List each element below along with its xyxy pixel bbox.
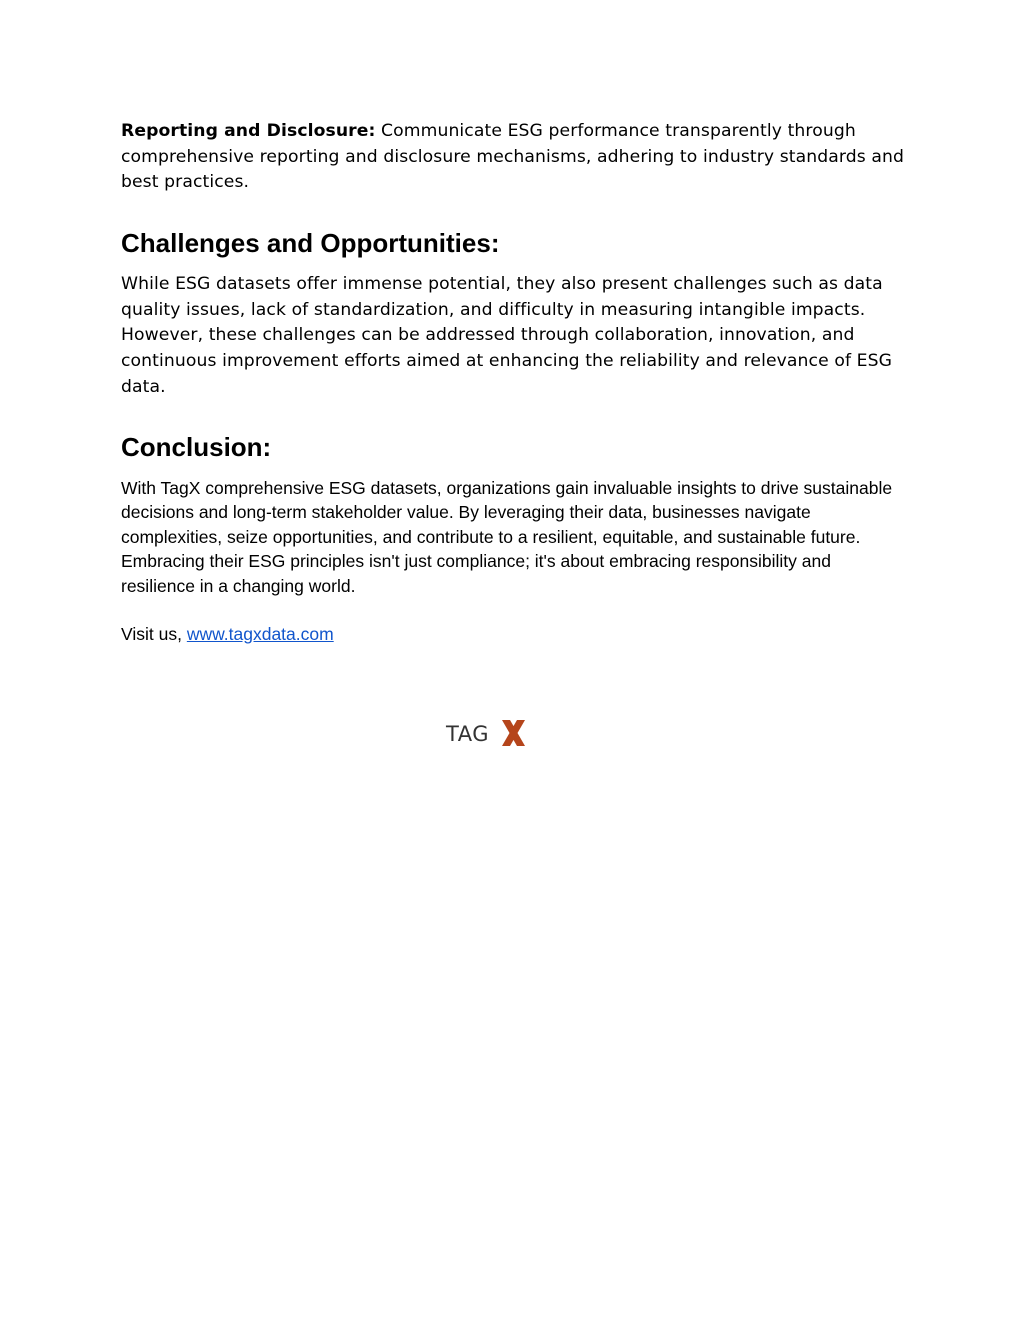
tagx-logo [345, 616, 527, 748]
logo-mark-text: X [345, 616, 346, 617]
reporting-paragraph [121, 119, 911, 196]
challenges-heading: Challenges and Opportunities: [121, 228, 500, 258]
visit-line [121, 622, 901, 646]
conclusion-heading: Conclusion: [121, 432, 272, 462]
challenges-paragraph: While ESG datasets offer immense potential, they also present challenges such as data quality issues, lack of standardization, and difficulty in measuring intangible impacts. However, these challenges can be addressed through collaboration, innovation, and continuous improvement efforts aimed at enhancing the reliability and relevance of ESG data. [121, 274, 893, 397]
visit-prefix: Visit us, [121, 624, 187, 644]
conclusion-paragraph: With TagX comprehensive ESG datasets, organizations gain invaluable insights to drive sustainable decisions and long-term stakeholder value. By leveraging their data, businesses navigate complexities, seize opportunities, and contribute to a resilient, equitable, and sustainable future. Embracing their ESG principles isn't just compliance; it's about embracing responsibility and resilience in a changing world. [121, 478, 893, 596]
logo-x-mark [502, 720, 525, 746]
website-link[interactable]: www.tagxdata.com [186, 624, 334, 644]
reporting-label: Reporting and Disclosure: [121, 121, 376, 141]
logo-text: TAG [446, 722, 489, 746]
reporting-text: Communicate ESG performance transparently through comprehensive reporting and disclosure mechanisms, adhering to industry standards and best practices. [121, 121, 905, 193]
